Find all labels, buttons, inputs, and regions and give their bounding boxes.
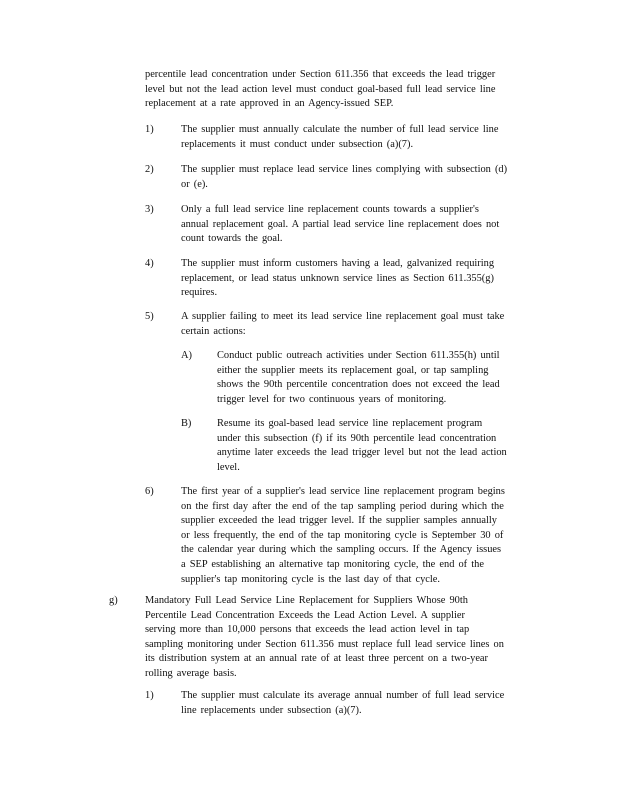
text-line: certain actions: <box>181 325 246 337</box>
text-line: rolling average basis. <box>145 667 237 679</box>
text-line: level. <box>217 461 240 473</box>
item-number: 1) <box>145 124 154 135</box>
text-line: on the first day after the end of the tap sampling period during which the <box>181 500 504 512</box>
section-paragraph <box>145 594 517 682</box>
text-line: The first year of a supplier's lead service line replacement program begins <box>181 486 505 497</box>
text-line: annual replacement goal. A partial lead service line replacement does not <box>181 218 500 230</box>
list-item <box>181 257 521 301</box>
item-number: 4) <box>145 258 154 269</box>
text-line: replacement, or lead status unknown service lines as Section 611.355(g) <box>181 272 494 284</box>
text-line: percentile lead concentration under Section 611.356 that exceeds the lead trigger <box>145 69 496 80</box>
list-item <box>181 163 536 192</box>
text-line: count towards the goal. <box>181 233 283 245</box>
item-number: 5) <box>145 311 154 322</box>
list-item <box>181 123 531 152</box>
text-line: a SEP establishing an alternative tap monitoring cycle, the end of the <box>181 558 484 570</box>
text-line: or less frequently, the end of the tap monitoring cycle is September 30 of <box>181 529 504 541</box>
item-number: B) <box>181 418 192 429</box>
text-line: line replacements under subsection (a)(7). <box>181 704 362 716</box>
text-line: its distribution system at an annual rate of at least three percent on a two-year <box>145 653 488 665</box>
list-item <box>217 417 529 475</box>
list-item <box>181 203 533 247</box>
text-line: supplier exceeded the lead trigger level. If the supplier samples annually <box>181 515 497 527</box>
text-line: The supplier must inform customers having a lead, galvanized requiring <box>181 258 495 269</box>
list-item <box>181 485 537 587</box>
item-number: 2) <box>145 164 154 175</box>
text-line: either the supplier meets its replacement goal, or tap sampling <box>217 364 489 376</box>
text-line: replacements it must conduct under subsection (a)(7). <box>181 138 414 150</box>
list-item <box>181 310 533 339</box>
intro-paragraph <box>145 68 525 112</box>
text-line: Conduct public outreach activities under Section 611.355(h) until <box>217 350 500 361</box>
text-line: the calendar year during which the sampling occurs. If the Agency issues <box>181 544 502 556</box>
text-line: supplier's tap monitoring cycle is the last day of that cycle. <box>181 573 440 585</box>
item-number: A) <box>181 350 192 361</box>
text-line: The supplier must replace lead service lines complying with subsection (d) <box>181 164 508 175</box>
text-line: Mandatory Full Lead Service Line Replacement for Suppliers Whose 90th <box>145 595 468 606</box>
text-line: shows the 90th percentile concentration does not exceed the lead <box>217 379 500 391</box>
text-line: anytime later exceeds the lead trigger level but not the lead action <box>217 447 507 459</box>
text-line: The supplier must calculate its average annual number of full lead service <box>181 690 505 701</box>
list-item <box>217 349 533 407</box>
item-number: 1) <box>145 690 154 701</box>
text-line: A supplier failing to meet its lead service line replacement goal must take <box>181 311 505 322</box>
item-number: 6) <box>145 486 154 497</box>
section-letter: g) <box>109 595 118 606</box>
text-line: under this subsection (f) if its 90th percentile lead concentration <box>217 432 497 444</box>
text-line: or (e). <box>181 178 208 190</box>
text-line: The supplier must annually calculate the number of full lead service line <box>181 124 499 135</box>
text-line: Only a full lead service line replacement counts towards a supplier's <box>181 204 479 215</box>
list-item <box>181 689 533 718</box>
text-line: Resume its goal-based lead service line replacement program <box>217 418 483 429</box>
text-line: replacement at a rate approved in an Agency-issued SEP. <box>145 98 394 110</box>
text-line: trigger level for two continuous years of monitoring. <box>217 393 447 405</box>
text-line: sampling monitoring under Section 611.356 must replace full lead service lines on <box>145 638 504 650</box>
text-line: Percentile Lead Concentration Exceeds the Lead Action Level. A supplier <box>145 609 465 621</box>
item-number: 3) <box>145 204 154 215</box>
text-line: level but not the lead action level must conduct goal-based full lead service line <box>145 83 496 95</box>
text-line: serving more than 10,000 persons that exceeds the lead action level in tap <box>145 624 470 636</box>
text-line: requires. <box>181 287 218 299</box>
